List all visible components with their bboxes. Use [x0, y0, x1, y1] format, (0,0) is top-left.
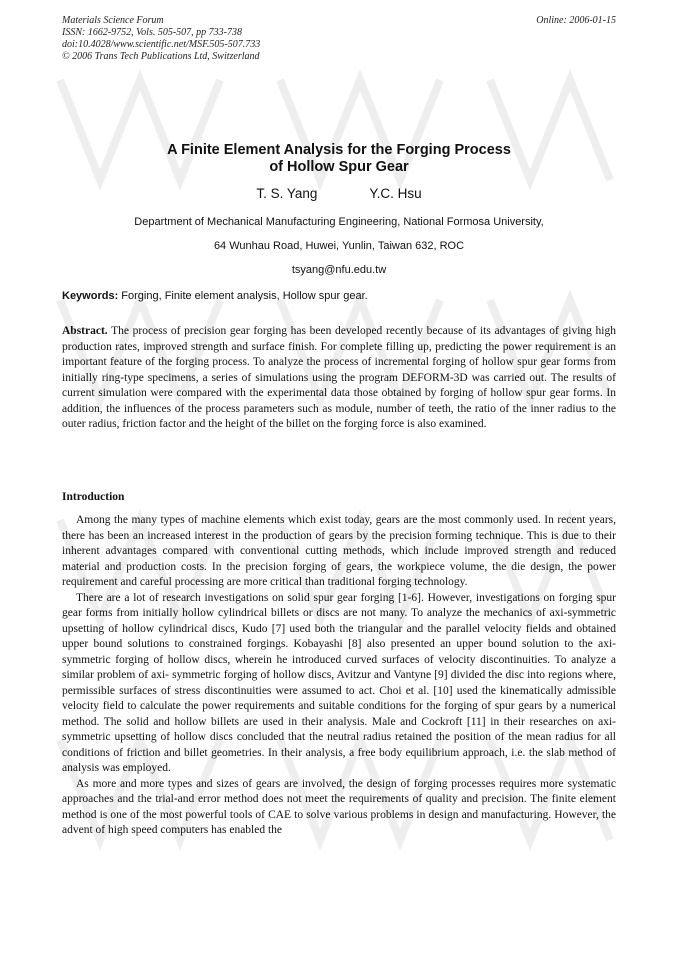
introduction-body	[62, 513, 616, 839]
author-2: Y.C. Hsu	[369, 186, 422, 201]
section-heading-introduction: Introduction	[62, 491, 125, 503]
author-email[interactable]: tsyang@nfu.edu.tw	[291, 264, 387, 276]
issn-line: ISSN: 1662-9752, Vols. 505-507, pp 733-738	[62, 27, 242, 38]
keywords-label: Keywords:	[62, 290, 119, 302]
intro-paragraph-3: As more and more types and sizes of gears are involved, the design of forging processes requires more systematic approaches and the trial-and error method does not meet the requirements of quality and precision. The finite element method is one of the most powerful tools of CAE to solve various problems in design and manufacturing. However, the advent of high speed computers has enabled the	[62, 777, 616, 836]
journal-name: Materials Science Forum	[62, 15, 164, 26]
keywords	[62, 289, 616, 303]
paper-title	[62, 142, 616, 176]
page-header	[62, 15, 616, 63]
copyright-line: © 2006 Trans Tech Publications Ltd, Switzerland	[62, 51, 260, 62]
affiliation-line-1: Department of Mechanical Manufacturing Engineering, National Formosa University,	[134, 216, 544, 228]
title-line-2: of Hollow Spur Gear	[269, 159, 409, 175]
intro-paragraph-1: Among the many types of machine elements which exist today, gears are the most commonly used. In recent years, there has been an increased interest in the production of gears by the precision forming technique. This is due to their inherent advantages compared with conventional cutting methods, which include improved strength and reduced material and production costs. In the precision forging of gears, the workpiece volume, the die design, the power requirement and careful processing are more critical than traditional forging technology.	[62, 514, 616, 588]
keywords-text: Forging, Finite element analysis, Hollow spur gear.	[118, 290, 368, 302]
author-1: T. S. Yang	[256, 186, 318, 201]
title-line-1: A Finite Element Analysis for the Forging Process	[167, 142, 511, 158]
abstract	[62, 324, 616, 433]
abstract-label: Abstract.	[62, 325, 108, 337]
doi-link[interactable]: doi:10.4028/www.scientific.net/MSF.505-507.733	[62, 39, 261, 50]
affiliation-line-2: 64 Wunhau Road, Huwei, Yunlin, Taiwan 632, ROC	[213, 240, 465, 252]
author-list	[62, 185, 616, 203]
abstract-text: The process of precision gear forging has been developed recently because of its advantages of giving high production rates, improved strength and surface finish. For complete filling up, predicting the power requirement is an important feature of the forging process. To analyze the process of incremental forging of hollow spur gear forms from initially ring-type specimens, a series of simulations using the program DEFORM-3D was carried out. The results of current simulation were compared with the experimental data those obtained by forging of hollow spur gear forms. In addition, the influences of the process parameters such as module, number of teeth, the ratio of the inner radius to the outer radius, friction factor and the height of the billet on the forging force is also examined.	[62, 325, 616, 430]
online-date: Online: 2006-01-15	[536, 15, 616, 26]
intro-paragraph-2: There are a lot of research investigations on solid spur gear forging [1-6]. However, investigations on forging spur gear forms from initially hollow cylindrical billets or discs are not many. To analyze the mechanics of axi-symmetric upsetting of hollow cylindrical discs, Kudo [7] used both the triangular and the parallel velocity fields and obtained upper bound solutions to constrained forgings. Kobayashi [8] also presented an upper bound solution to the axi-symmetric forging of hollow discs, wherein he introduced curved surfaces of velocity discontinuities. To analyze a similar problem of axi- symmetric forging of hollow discs, Avitzur and Vantyne [9] divided the disc into regions where, permissible surfaces of stress discontinuities were assumed to act. Choi et al. [10] used the kinematically admissible velocity field to calculate the power requirements and suitable conditions for the forging of spur gears by a numerical method. The solid and hollow billets are used in their analysis. Male and Cockroft [11] in their researches on axi-symmetric upsetting of hollow discs concluded that the neutral radius retained the position of the mean radius for all conditions of friction and billet geometries. In their analysis, a free body equilibrium approach, i.e. the slab method of analysis was employed.	[62, 591, 616, 774]
affiliation-block	[62, 210, 616, 282]
